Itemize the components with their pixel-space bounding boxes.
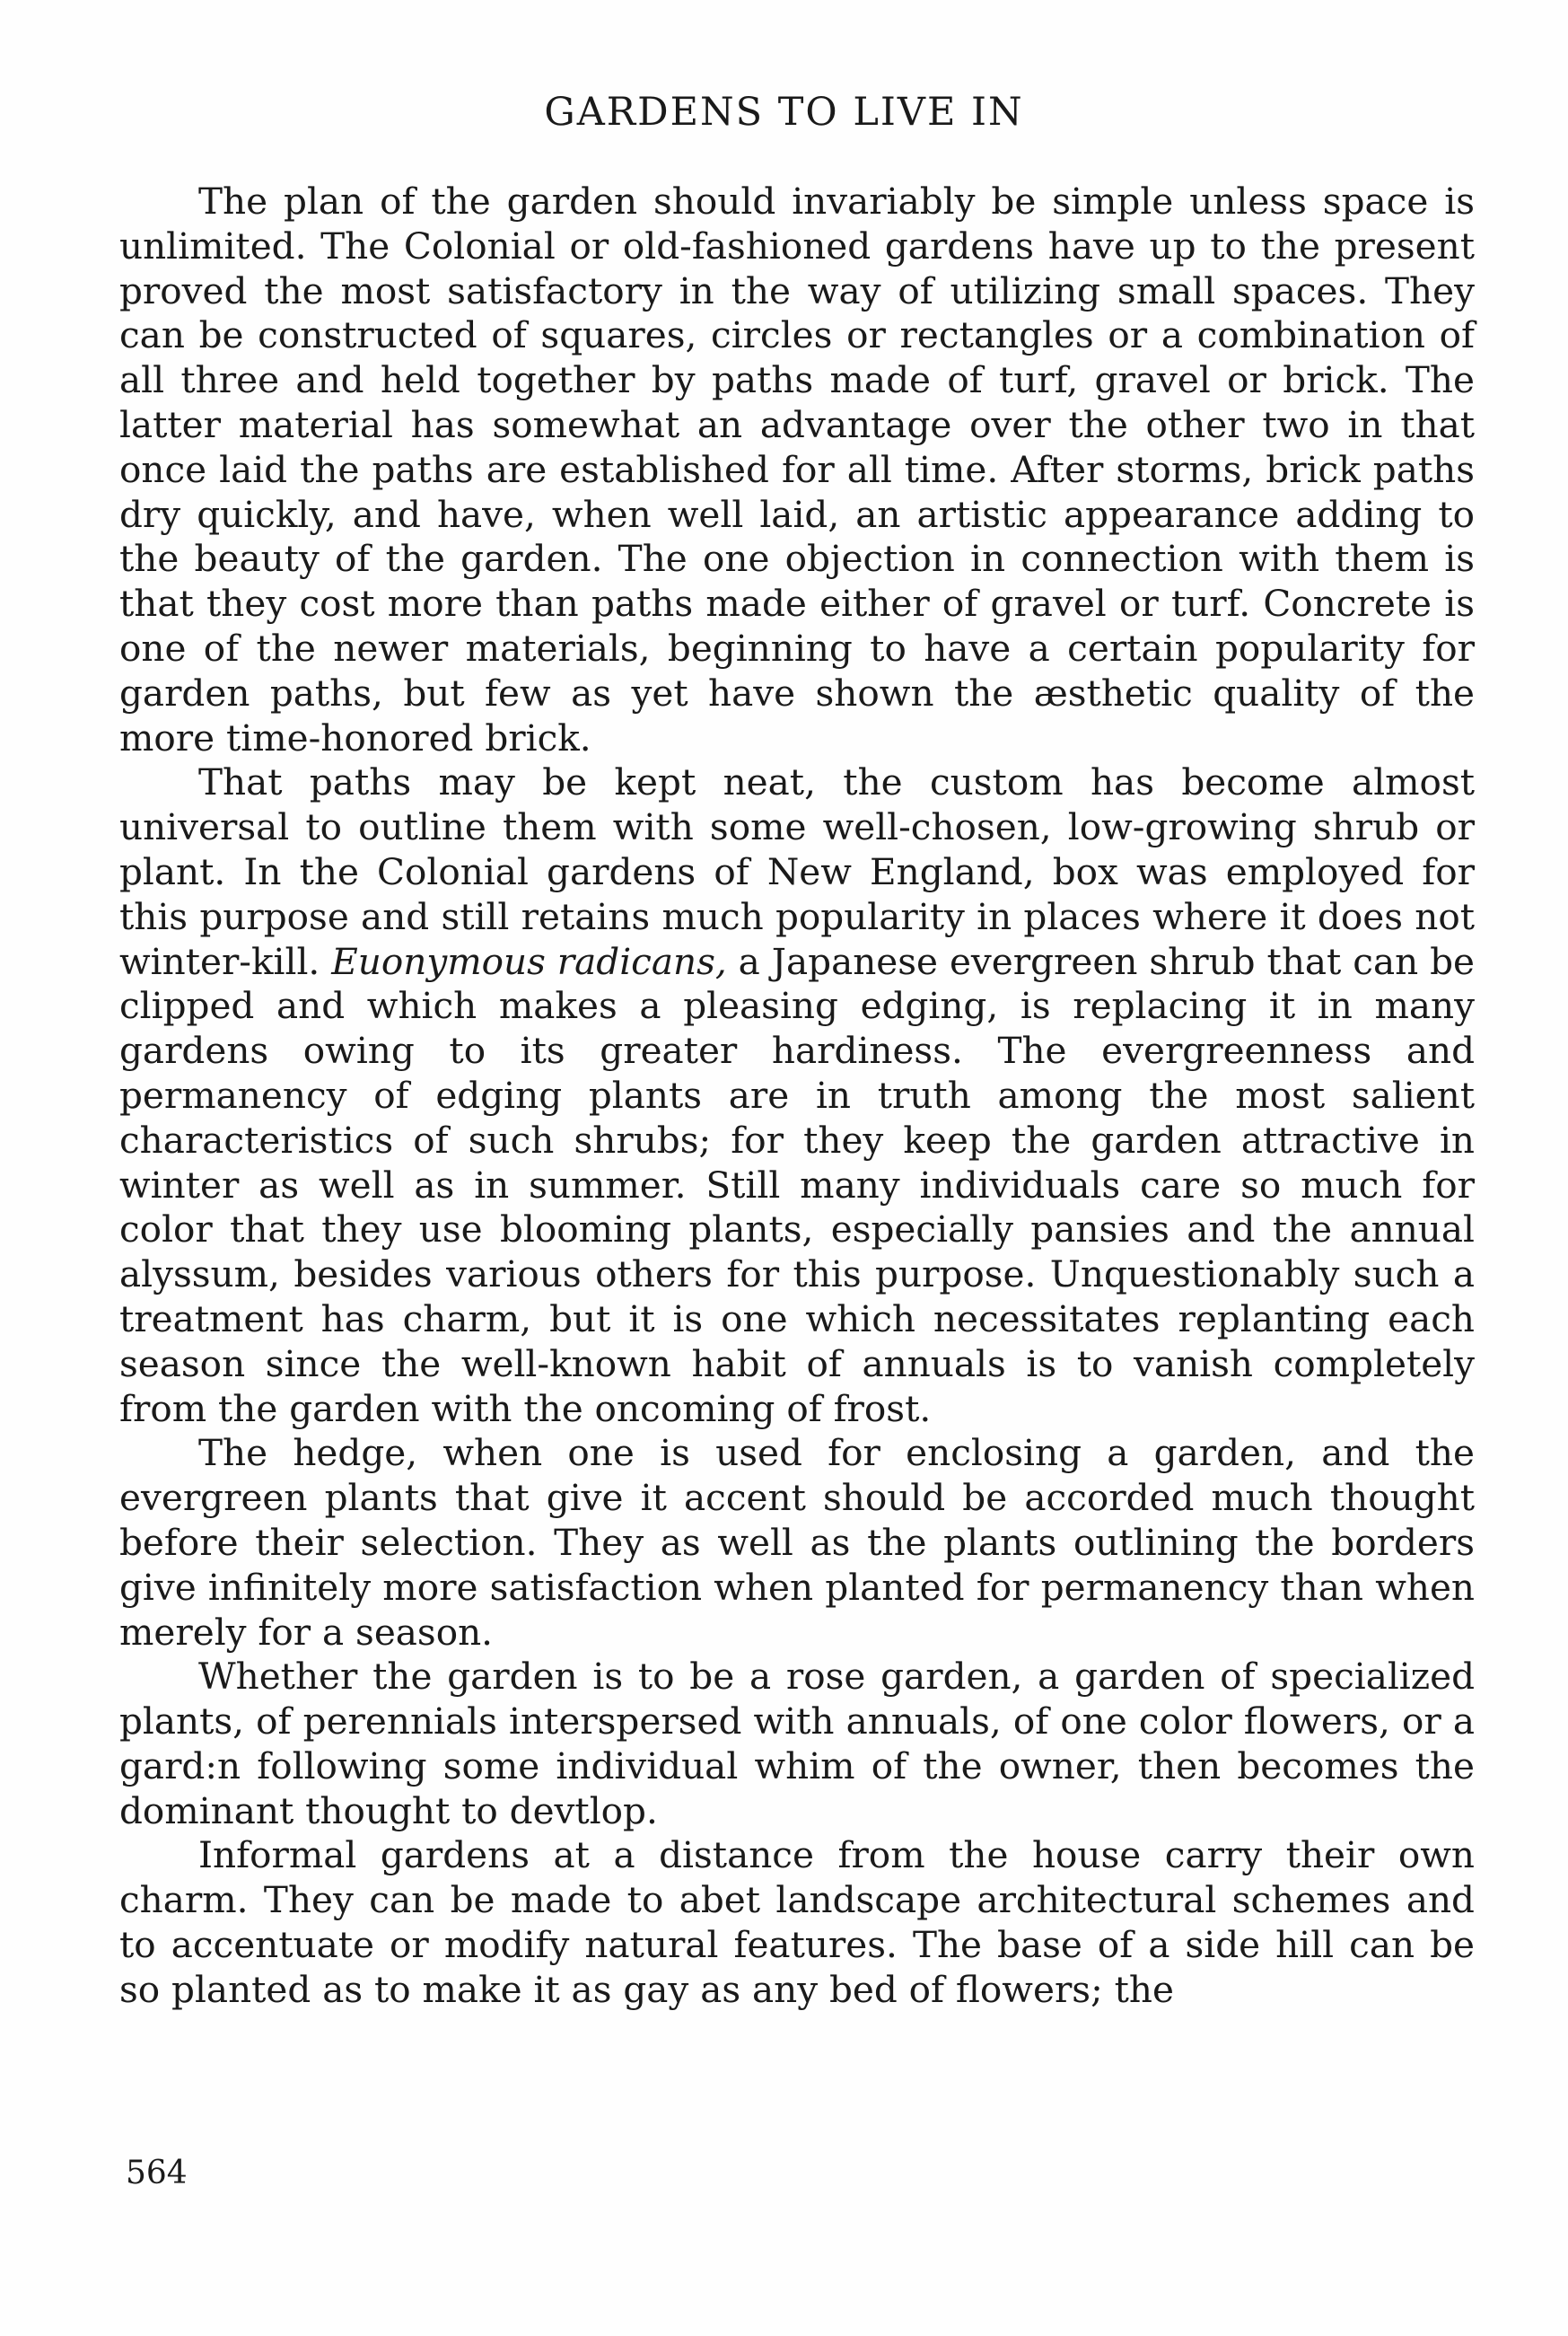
running-head: GARDENS TO LIVE IN bbox=[544, 90, 1024, 135]
body-text bbox=[119, 180, 1475, 2013]
page-number: 564 bbox=[126, 2155, 188, 2191]
paragraph-2 bbox=[119, 760, 1475, 1431]
paragraph-2-lead: That paths may be kept neat, the custom has become almost universal to outline them with some well-chosen, low-growing shrub or plant. In the Colonial gardens of New England, box was employed for this purpose and still retains much popularity in places where it does not winter-kill. bbox=[119, 760, 1475, 983]
botanical-name: Euonymous radicans, bbox=[331, 939, 727, 983]
paragraph-5: Informal gardens at a distance from the house carry their own charm. They can be made to abet landscape architectural schemes and to accentuate or modify natural features. The base of a side hill can be so planted as to make it as gay as any bed of flowers; the bbox=[119, 1833, 1475, 2011]
paragraph-4: Whether the garden is to be a rose garden, a garden of specialized plants, of perennials interspersed with annuals, of one color flowers, or a gard:n following some individual whim of the owner, then becomes the dominant thought to devtlop. bbox=[119, 1655, 1475, 1832]
paragraph-2-rest: a Japanese evergreen shrub that can be clipped and which makes a pleasing edging, is replacing it in many gardens owing to its greater hardiness. The evergreenness and permanency of edging plants are in truth among the most salient characteristics of such shrubs; for they keep the garden attractive in winter as well as in summer. Still many individuals care so much for color that they use blooming plants, especially pansies and the annual alyssum, besides various others for this purpose. Unquestionably such a treatment has charm, but it is one which necessitates replanting each season since the well-known habit of annuals is to vanish completely from the garden with the oncoming of frost. bbox=[119, 939, 1475, 1430]
paragraph-3: The hedge, when one is used for enclosing a garden, and the evergreen plants that give it accent should be accorded much thought before their selection. They as well as the plants outlining the borders give infinitely more satisfaction when planted for permanency than when merely for a season. bbox=[119, 1431, 1475, 1654]
paragraph-1: The plan of the garden should invariably be simple unless space is unlimited. The Colonial or old-fashioned gardens have up to the present proved the most satisfactory in the way of utilizing small spaces. They can be constructed of squares, circles or rectangles or a combination of all three and held together by paths made of turf, gravel or brick. The latter material has somewhat an advantage over the other two in that once laid the paths are established for all time. After storms, brick paths dry quickly, and have, when well laid, an artistic appearance adding to the beauty of the garden. The one objection in connection with them is that they cost more than paths made either of gravel or turf. Concrete is one of the newer materials, beginning to have a certain popularity for garden paths, but few as yet have shown the æsthetic quality of the more time-honored brick. bbox=[119, 180, 1475, 760]
